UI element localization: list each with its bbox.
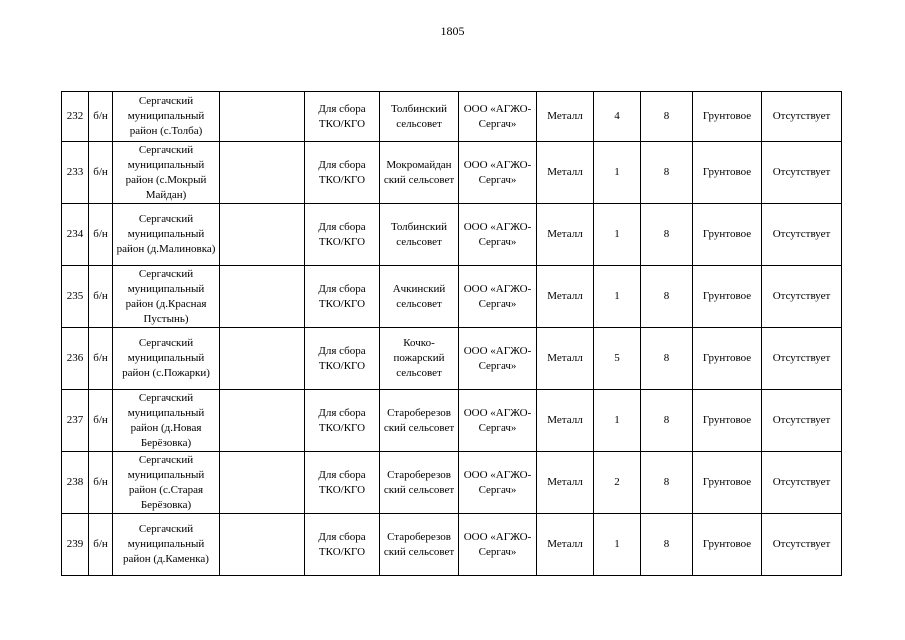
cell-volume: 8 bbox=[641, 514, 693, 576]
cell-surface: Грунтовое bbox=[693, 514, 762, 576]
cell-material: Металл bbox=[537, 452, 594, 514]
cell-code: б/н bbox=[89, 390, 113, 452]
cell-empty bbox=[220, 390, 305, 452]
cell-volume: 8 bbox=[641, 328, 693, 390]
cell-location: Сергачский муниципальный район (д.Малиновка) bbox=[113, 204, 220, 266]
cell-settlement: Толбинский сельсовет bbox=[380, 92, 459, 142]
cell-volume: 8 bbox=[641, 452, 693, 514]
cell-number: 238 bbox=[62, 452, 89, 514]
cell-code: б/н bbox=[89, 142, 113, 204]
cell-location: Сергачский муниципальный район (с.Старая Берёзовка) bbox=[113, 452, 220, 514]
cell-volume: 8 bbox=[641, 204, 693, 266]
cell-container-count: 1 bbox=[594, 204, 641, 266]
cell-fence: Отсутствует bbox=[762, 204, 842, 266]
cell-fence: Отсутствует bbox=[762, 514, 842, 576]
cell-surface: Грунтовое bbox=[693, 328, 762, 390]
cell-location: Сергачский муниципальный район (с.Мокрый Майдан) bbox=[113, 142, 220, 204]
cell-fence: Отсутствует bbox=[762, 452, 842, 514]
cell-container-count: 5 bbox=[594, 328, 641, 390]
cell-empty bbox=[220, 142, 305, 204]
cell-code: б/н bbox=[89, 452, 113, 514]
cell-fence: Отсутствует bbox=[762, 142, 842, 204]
cell-surface: Грунтовое bbox=[693, 92, 762, 142]
cell-fence: Отсутствует bbox=[762, 266, 842, 328]
cell-location: Сергачский муниципальный район (д.Новая Берёзовка) bbox=[113, 390, 220, 452]
cell-code: б/н bbox=[89, 266, 113, 328]
cell-fence: Отсутствует bbox=[762, 390, 842, 452]
table-row bbox=[62, 142, 842, 204]
cell-number: 236 bbox=[62, 328, 89, 390]
cell-code: б/н bbox=[89, 92, 113, 142]
cell-operator: ООО «АГЖО-Сергач» bbox=[459, 266, 537, 328]
cell-settlement: Ачкинский сельсовет bbox=[380, 266, 459, 328]
cell-material: Металл bbox=[537, 204, 594, 266]
cell-number: 239 bbox=[62, 514, 89, 576]
cell-container-count: 4 bbox=[594, 92, 641, 142]
cell-material: Металл bbox=[537, 514, 594, 576]
cell-empty bbox=[220, 452, 305, 514]
cell-volume: 8 bbox=[641, 92, 693, 142]
cell-location: Сергачский муниципальный район (с.Толба) bbox=[113, 92, 220, 142]
cell-empty bbox=[220, 92, 305, 142]
cell-number: 235 bbox=[62, 266, 89, 328]
cell-container-count: 1 bbox=[594, 142, 641, 204]
cell-material: Металл bbox=[537, 328, 594, 390]
cell-container-count: 1 bbox=[594, 514, 641, 576]
cell-number: 234 bbox=[62, 204, 89, 266]
cell-operator: ООО «АГЖО-Сергач» bbox=[459, 514, 537, 576]
cell-operator: ООО «АГЖО-Сергач» bbox=[459, 452, 537, 514]
page-number: 1805 bbox=[440, 24, 465, 38]
table-row bbox=[62, 390, 842, 452]
cell-purpose: Для сбора ТКО/КГО bbox=[305, 452, 380, 514]
cell-settlement: Толбинский сельсовет bbox=[380, 204, 459, 266]
cell-material: Металл bbox=[537, 92, 594, 142]
cell-container-count: 1 bbox=[594, 390, 641, 452]
table-row bbox=[62, 328, 842, 390]
cell-code: б/н bbox=[89, 514, 113, 576]
cell-operator: ООО «АГЖО-Сергач» bbox=[459, 328, 537, 390]
cell-operator: ООО «АГЖО-Сергач» bbox=[459, 204, 537, 266]
cell-location: Сергачский муниципальный район (д.Каменка) bbox=[113, 514, 220, 576]
cell-material: Металл bbox=[537, 266, 594, 328]
cell-number: 237 bbox=[62, 390, 89, 452]
cell-purpose: Для сбора ТКО/КГО bbox=[305, 204, 380, 266]
cell-material: Металл bbox=[537, 390, 594, 452]
cell-purpose: Для сбора ТКО/КГО bbox=[305, 328, 380, 390]
cell-empty bbox=[220, 266, 305, 328]
cell-location: Сергачский муниципальный район (д.Красная Пустынь) bbox=[113, 266, 220, 328]
cell-settlement: Староберезов ский сельсовет bbox=[380, 514, 459, 576]
cell-surface: Грунтовое bbox=[693, 204, 762, 266]
table-row bbox=[62, 204, 842, 266]
cell-number: 232 bbox=[62, 92, 89, 142]
cell-container-count: 1 bbox=[594, 266, 641, 328]
cell-container-count: 2 bbox=[594, 452, 641, 514]
cell-empty bbox=[220, 514, 305, 576]
cell-empty bbox=[220, 328, 305, 390]
cell-fence: Отсутствует bbox=[762, 92, 842, 142]
table-row bbox=[62, 514, 842, 576]
table-row bbox=[62, 452, 842, 514]
table-row bbox=[62, 92, 842, 142]
cell-settlement: Староберезов ский сельсовет bbox=[380, 390, 459, 452]
cell-location: Сергачский муниципальный район (с.Пожарки) bbox=[113, 328, 220, 390]
cell-material: Металл bbox=[537, 142, 594, 204]
cell-purpose: Для сбора ТКО/КГО bbox=[305, 92, 380, 142]
cell-surface: Грунтовое bbox=[693, 452, 762, 514]
cell-volume: 8 bbox=[641, 142, 693, 204]
cell-empty bbox=[220, 204, 305, 266]
cell-surface: Грунтовое bbox=[693, 266, 762, 328]
cell-volume: 8 bbox=[641, 266, 693, 328]
cell-code: б/н bbox=[89, 328, 113, 390]
cell-purpose: Для сбора ТКО/КГО bbox=[305, 514, 380, 576]
cell-settlement: Мокромайдан ский сельсовет bbox=[380, 142, 459, 204]
cell-number: 233 bbox=[62, 142, 89, 204]
cell-surface: Грунтовое bbox=[693, 142, 762, 204]
cell-settlement: Староберезов ский сельсовет bbox=[380, 452, 459, 514]
cell-fence: Отсутствует bbox=[762, 328, 842, 390]
registry-body bbox=[62, 92, 842, 576]
cell-operator: ООО «АГЖО-Сергач» bbox=[459, 390, 537, 452]
cell-operator: ООО «АГЖО-Сергач» bbox=[459, 142, 537, 204]
table-row bbox=[62, 266, 842, 328]
cell-settlement: Кочко-пожарский сельсовет bbox=[380, 328, 459, 390]
cell-surface: Грунтовое bbox=[693, 390, 762, 452]
cell-code: б/н bbox=[89, 204, 113, 266]
cell-purpose: Для сбора ТКО/КГО bbox=[305, 142, 380, 204]
cell-operator: ООО «АГЖО-Сергач» bbox=[459, 92, 537, 142]
cell-volume: 8 bbox=[641, 390, 693, 452]
cell-purpose: Для сбора ТКО/КГО bbox=[305, 266, 380, 328]
registry-table bbox=[61, 91, 842, 576]
cell-purpose: Для сбора ТКО/КГО bbox=[305, 390, 380, 452]
